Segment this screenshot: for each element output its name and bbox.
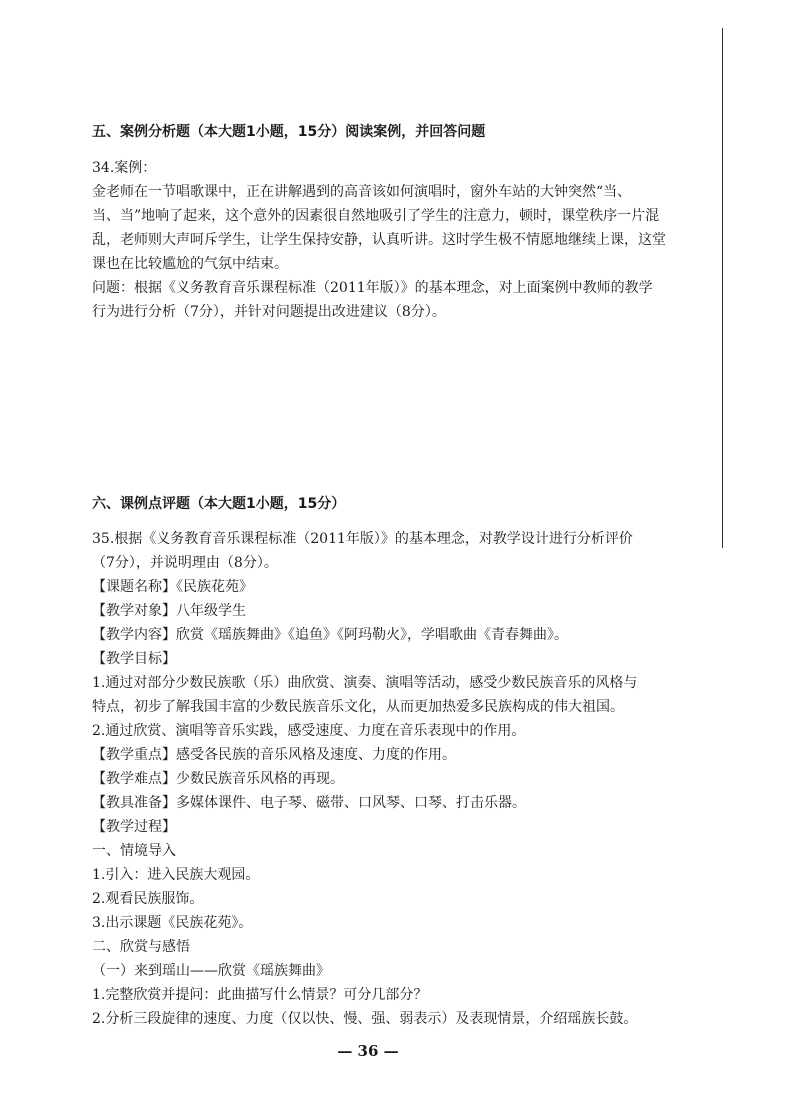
case-text-line: 课也在比较尴尬的气氛中结束。: [92, 256, 288, 272]
teaching-goal-line: 特点，初步了解我国丰富的少数民族音乐文化，从而更加热爱多民族构成的伟大祖国。: [92, 699, 624, 715]
case-text-line: 当、当”地响了起来，这个意外的因素很自然地吸引了学生的注意力，顿时，课堂秩序一片混: [92, 208, 660, 224]
process-step: 1.引入：进入民族大观园。: [92, 867, 260, 883]
process-section-heading: 一、情境导入: [92, 843, 176, 859]
process-subsection-heading: （一）来到瑶山——欣赏《瑶族舞曲》: [92, 963, 330, 979]
process-step: 3.出示课题《民族花苑》。: [92, 915, 253, 931]
teaching-process-label: 【教学过程】: [92, 819, 176, 835]
process-step: 2.观看民族服饰。: [92, 891, 204, 907]
page-number: — 36 —: [337, 1042, 399, 1060]
question-text-line: 行为进行分析（7分），并针对问题提出改进建议（8分）。: [92, 304, 446, 320]
page-edge-line: [722, 28, 723, 548]
question-35-line: （7分），并说明理由（8分）。: [92, 555, 278, 571]
process-step: 2.分析三段旋律的速度、力度（仅以快、慢、强、弱表示）及表现情景，介绍瑶族长鼓。: [92, 1011, 638, 1027]
teaching-object: 【教学对象】八年级学生: [92, 603, 246, 619]
lesson-title: 【课题名称】《民族花苑》: [92, 579, 253, 595]
question-text-line: 问题：根据《义务教育音乐课程标准（2011年版）》的基本理念，对上面案例中教师的教学: [92, 280, 653, 296]
process-section-heading: 二、欣赏与感悟: [92, 939, 190, 955]
teaching-key-point: 【教学重点】感受各民族的音乐风格及速度、力度的作用。: [92, 747, 456, 763]
process-step: 1.完整欣赏并提问：此曲描写什么情景？可分几部分？: [92, 987, 428, 1003]
teaching-goal-line: 1.通过对部分少数民族歌（乐）曲欣赏、演奏、演唱等活动，感受少数民族音乐的风格与: [92, 675, 638, 691]
teaching-goal-line: 2.通过欣赏、演唱等音乐实践，感受速度、力度在音乐表现中的作用。: [92, 723, 526, 739]
section-6-heading: 六、课例点评题（本大题1小题，15分）: [92, 496, 346, 512]
section-5-heading: 五、案例分析题（本大题1小题，15分）阅读案例，并回答问题: [92, 124, 486, 140]
case-text-line: 金老师在一节唱歌课中，正在讲解遇到的高音该如何演唱时，窗外车站的大钟突然“当、: [92, 184, 632, 200]
teaching-difficulty: 【教学难点】少数民族音乐风格的再现。: [92, 771, 344, 787]
question-35-line: 35.根据《义务教育音乐课程标准（2011年版）》的基本理念，对教学设计进行分析评价: [92, 531, 633, 547]
teaching-goal-label: 【教学目标】: [92, 651, 176, 667]
teaching-content: 【教学内容】欣赏《瑶族舞曲》《追鱼》《阿玛勒火》，学唱歌曲《青春舞曲》。: [92, 627, 568, 643]
question-34-label: 34.案例：: [92, 160, 157, 176]
teaching-tools: 【教具准备】多媒体课件、电子琴、磁带、口风琴、口琴、打击乐器。: [92, 795, 526, 811]
case-text-line: 乱，老师则大声呵斥学生，让学生保持安静，认真听讲。这时学生极不情愿地继续上课，这堂: [92, 232, 666, 248]
